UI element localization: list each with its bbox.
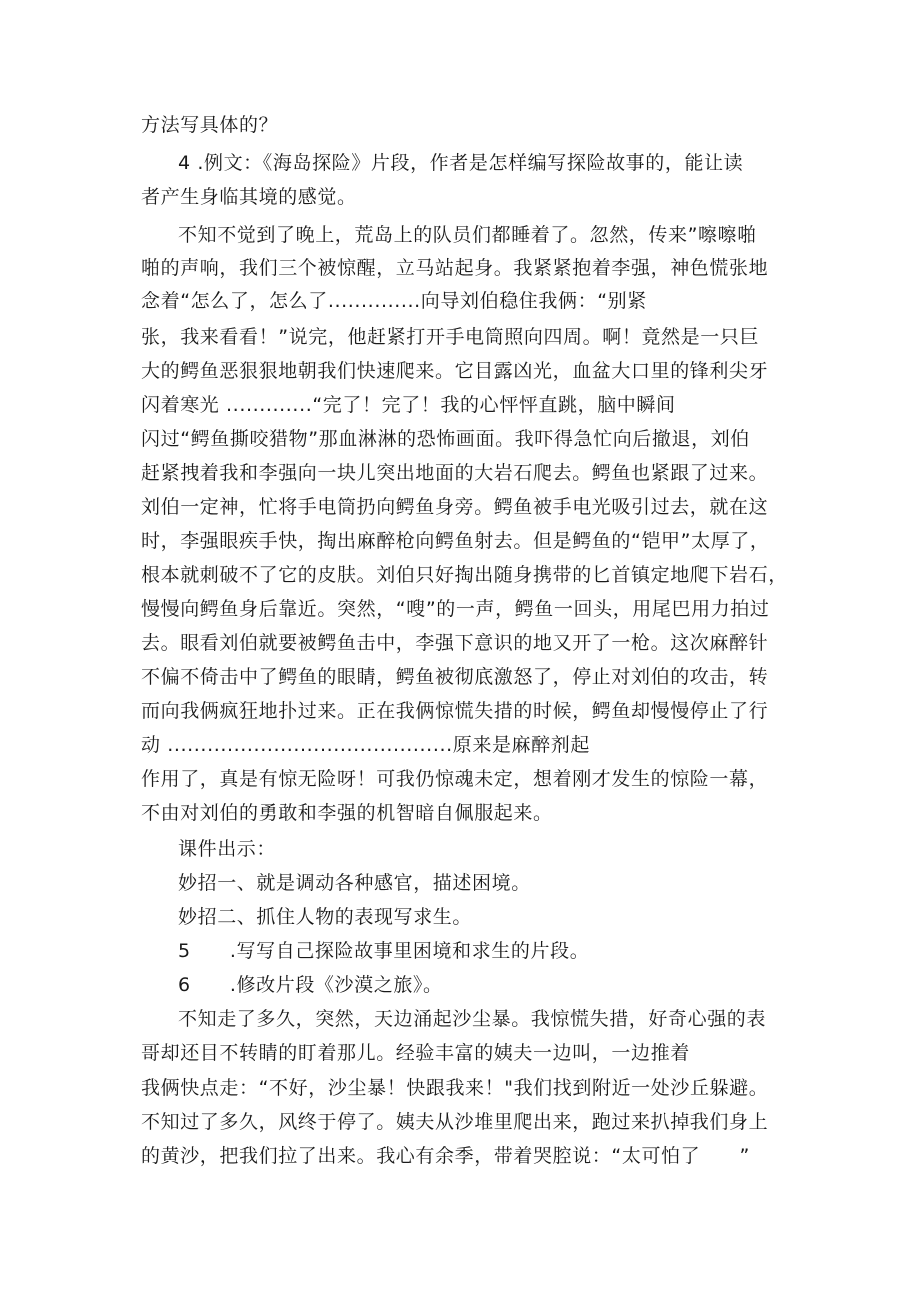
text-line: 作用了，真是有惊无险呀！可我仍惊魂未定，想着刚才发生的惊险一幕， [141, 768, 769, 790]
text-line: 不知过了多久，风终于停了。姨夫从沙堆里爬出来，跑过来扒掉我们身上 [141, 1111, 769, 1133]
text-line: 不知走了多久，突然，天边涌起沙尘暴。我惊慌失措，好奇心强的表 [178, 1008, 767, 1030]
text-line: 去。眼看刘伯就要被鳄鱼击中，李强下意识的地又开了一枪。这次麻醉针 [141, 632, 769, 654]
text-line: 赶紧拽着我和李强向一块儿突出地面的大岩石爬去。鳄鱼也紧跟了过来。 [141, 462, 769, 484]
text-line: 的黄沙，把我们拉了出来。我心有余季，带着哭腔说：“太可怕了 ” [141, 1145, 750, 1167]
text-line: 方法写具体的？ [141, 114, 279, 136]
text-line: 闪过“鳄鱼撕咬猎物”那血淋淋的恐怖画面。我吓得急忙向后撤退，刘伯 [141, 428, 750, 450]
text-line: 根本就刺破不了它的皮肤。刘伯只好掏出随身携带的匕首镇定地爬下岩石， [141, 564, 788, 586]
text-line: 刘伯一定神，忙将手电筒扔向鳄鱼身旁。鳄鱼被手电光吸引过去，就在这 [141, 496, 769, 518]
text-line: 不偏不倚击中了鳄鱼的眼睛，鳄鱼被彻底激怒了，停止对刘伯的攻击，转 [141, 666, 769, 688]
text-line: 5 .写写自己探险故事里困境和求生的片段。 [178, 940, 590, 962]
text-line: 啪的声响，我们三个被惊醒，立马站起身。我紧紧抱着李强，神色慌张地 [141, 257, 769, 279]
text-line: 而向我俩疯狂地扑过来。正在我俩惊慌失措的时候，鳄鱼却慢慢停止了行 [141, 700, 769, 722]
text-line: 不由对刘伯的勇敢和李强的机智暗自佩服起来。 [141, 802, 553, 824]
text-line: 时，李强眼疾手快，掏出麻醉枪向鳄鱼射去。但是鳄鱼的“铠甲”太厚了， [141, 530, 770, 552]
text-line: 妙招二、抓住人物的表现写求生。 [178, 906, 473, 928]
text-line: 妙招一、就是调动各种感官，描述困境。 [178, 872, 531, 894]
text-line: 课件出示： [178, 838, 277, 860]
text-line: 者产生身临其境的感觉。 [141, 186, 357, 208]
text-line: 张，我来看看！”说完，他赶紧打开手电筒照向四周。啊！竟然是一只巨 [141, 326, 760, 348]
text-line: 念着“怎么了，怎么了..............向导刘伯稳住我俩：“别紧 [141, 290, 647, 312]
text-line: 动 ...........................................原来是麻醉剂起 [141, 734, 590, 756]
text-line: 闪着寒光 .............“完了！完了！我的心怦怦直跳，脑中瞬间 [141, 394, 676, 416]
text-line: 6 .修改片段《沙漠之旅》。 [178, 974, 443, 996]
text-line: 我俩快点走：“不好，沙尘暴！快跟我来！"我们找到附近一处沙丘躲避。 [141, 1077, 769, 1099]
text-line: 4 .例文：《海岛探险》片段，作者是怎样编写探险故事的，能让读 [178, 152, 744, 174]
text-line: 大的鳄鱼恶狠狠地朝我们快速爬来。它目露凶光，血盆大口里的锋利尖牙 [141, 360, 769, 382]
text-line: 慢慢向鳄鱼身后靠近。突然，“嗖”的一声，鳄鱼一回头，用尾巴用力拍过 [141, 598, 770, 620]
text-line: 不知不觉到了晚上，荒岛上的队员们都睡着了。忽然，传来”嚓嚓啪 [178, 224, 757, 246]
text-line: 哥却还目不转睛的盯着那儿。经验丰富的姨夫一边叫，一边推着 [141, 1042, 690, 1064]
